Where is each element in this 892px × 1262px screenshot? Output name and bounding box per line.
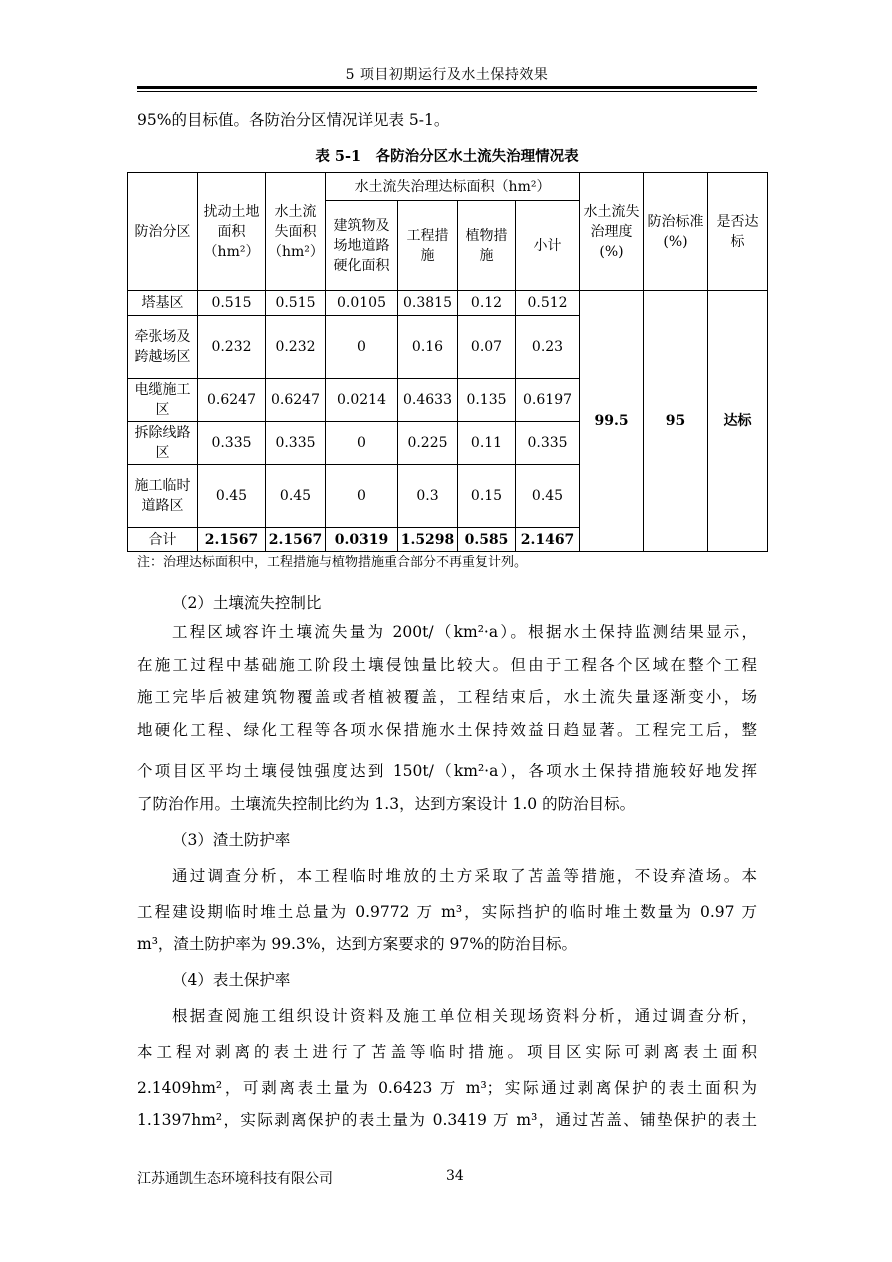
cell-subtotal: 0.23: [516, 316, 580, 379]
paragraph-line: 工程建设期临时堆土总量为 0.9772 万 m³，实际挡护的临时堆土数量为 0.97 万: [137, 903, 757, 921]
cell-engineering: 0.16: [398, 316, 458, 379]
header-building-hardened: 建筑物及场地道路硬化面积: [326, 201, 398, 291]
cell-subtotal: 0.512: [516, 291, 580, 316]
cell-vegetation: 0.15: [458, 465, 516, 528]
header-rule-thick: [137, 86, 757, 89]
cell-vegetation: 0.11: [458, 422, 516, 465]
header-vegetation: 植物措施: [458, 201, 516, 291]
paragraph-line: 个项目区平均土壤侵蚀强度达到 150t/（km²·a），各项水土保持措施较好地发挥: [137, 762, 757, 780]
cell-vegetation: 0.07: [458, 316, 516, 379]
header-subtotal: 小计: [516, 201, 580, 291]
cell-engineering: 0.3: [398, 465, 458, 528]
cell-erosion: 0.45: [266, 465, 326, 528]
cell-zone: 施工临时道路区: [128, 465, 198, 528]
section-heading: （2）土壤流失控制比: [172, 594, 322, 612]
cell-hardened: 0: [326, 422, 398, 465]
header-meets: 是否达标: [708, 173, 768, 291]
cell-subtotal: 2.1467: [516, 528, 580, 552]
cell-disturbed: 0.515: [198, 291, 266, 316]
table-row: [128, 291, 768, 316]
cell-zone: 合计: [128, 528, 198, 552]
cell-vegetation: 0.585: [458, 528, 516, 552]
header-treated-group: 水土流失治理达标面积（hm²）: [326, 173, 580, 201]
cell-zone: 电缆施工区: [128, 379, 198, 422]
cell-engineering: 0.3815: [398, 291, 458, 316]
cell-hardened: 0.0214: [326, 379, 398, 422]
cell-subtotal: 0.335: [516, 422, 580, 465]
cell-erosion: 0.515: [266, 291, 326, 316]
paragraph-line: 工程区域容许土壤流失量为 200t/（km²·a）。根据水土保持监测结果显示，: [172, 623, 757, 641]
cell-disturbed: 0.45: [198, 465, 266, 528]
cell-engineering: 0.225: [398, 422, 458, 465]
table-note: 注：治理达标面积中，工程措施与植物措施重合部分不再重复计列。: [137, 555, 528, 570]
paragraph-line: 1.1397hm²，实际剥离保护的表土量为 0.3419 万 m³，通过苫盖、铺垫保护的表土: [137, 1111, 757, 1129]
cell-subtotal: 0.6197: [516, 379, 580, 422]
cell-hardened: 0.0319: [326, 528, 398, 552]
cell-erosion: 0.335: [266, 422, 326, 465]
header-engineering: 工程措施: [398, 201, 458, 291]
header-disturbed-area: 扰动土地面积（hm²）: [198, 173, 266, 291]
page-number: 34: [446, 1168, 464, 1184]
footer-company: 江苏通凯生态环境科技有限公司: [137, 1171, 333, 1187]
cell-treatment-degree: 99.5: [580, 291, 644, 552]
cell-hardened: 0.0105: [326, 291, 398, 316]
cell-engineering: 1.5298: [398, 528, 458, 552]
page-header: 5 项目初期运行及水土保持效果: [345, 67, 549, 83]
paragraph-line: 本工程对剥离的表土进行了苫盖等临时措施。项目区实际可剥离表土面积: [137, 1043, 757, 1061]
cell-hardened: 0: [326, 465, 398, 528]
header-treatment-degree: 水土流失治理度(%): [580, 173, 644, 291]
cell-meets: 达标: [708, 291, 768, 552]
cell-vegetation: 0.12: [458, 291, 516, 316]
paragraph-line: 地硬化工程、绿化工程等各项水保措施水土保持效益日趋显著。工程完工后，整: [137, 721, 757, 739]
cell-zone: 牵张场及跨越场区: [128, 316, 198, 379]
cell-disturbed: 0.335: [198, 422, 266, 465]
paragraph-line: 施工完毕后被建筑物覆盖或者植被覆盖，工程结束后，水土流失量逐渐变小，场: [137, 688, 757, 706]
paragraph-line: 2.1409hm²，可剥离表土量为 0.6423 万 m³；实际通过剥离保护的表土面积为: [137, 1079, 757, 1097]
table-title: 表 5-1 各防治分区水土流失治理情况表: [315, 148, 579, 165]
cell-disturbed: 0.232: [198, 316, 266, 379]
header-standard: 防治标准(%): [644, 173, 708, 291]
cell-hardened: 0: [326, 316, 398, 379]
cell-zone: 拆除线路区: [128, 422, 198, 465]
cell-engineering: 0.4633: [398, 379, 458, 422]
erosion-control-table: [127, 172, 768, 552]
section-heading: （4）表土保护率: [172, 971, 291, 989]
header-zone: 防治分区: [128, 173, 198, 291]
cell-erosion: 0.232: [266, 316, 326, 379]
cell-standard: 95: [644, 291, 708, 552]
header-rule-thin: [137, 91, 757, 92]
cell-disturbed: 2.1567: [198, 528, 266, 552]
cell-subtotal: 0.45: [516, 465, 580, 528]
cell-vegetation: 0.135: [458, 379, 516, 422]
paragraph-line: m³，渣土防护率为 99.3%，达到方案要求的 97%的防治目标。: [137, 935, 577, 953]
intro-line: 95%的目标值。各防治分区情况详见表 5-1。: [137, 111, 450, 129]
paragraph-line: 了防治作用。土壤流失控制比约为 1.3，达到方案设计 1.0 的防治目标。: [137, 795, 636, 813]
cell-disturbed: 0.6247: [198, 379, 266, 422]
paragraph-line: 根据查阅施工组织设计资料及施工单位相关现场资料分析，通过调查分析，: [172, 1007, 757, 1025]
cell-zone: 塔基区: [128, 291, 198, 316]
cell-erosion: 0.6247: [266, 379, 326, 422]
paragraph-line: 在施工过程中基础施工阶段土壤侵蚀量比较大。但由于工程各个区域在整个工程: [137, 656, 757, 674]
header-erosion-area: 水土流失面积（hm²）: [266, 173, 326, 291]
cell-erosion: 2.1567: [266, 528, 326, 552]
paragraph-line: 通过调查分析，本工程临时堆放的土方采取了苫盖等措施，不设弃渣场。本: [172, 867, 757, 885]
section-heading: （3）渣土防护率: [172, 831, 291, 849]
